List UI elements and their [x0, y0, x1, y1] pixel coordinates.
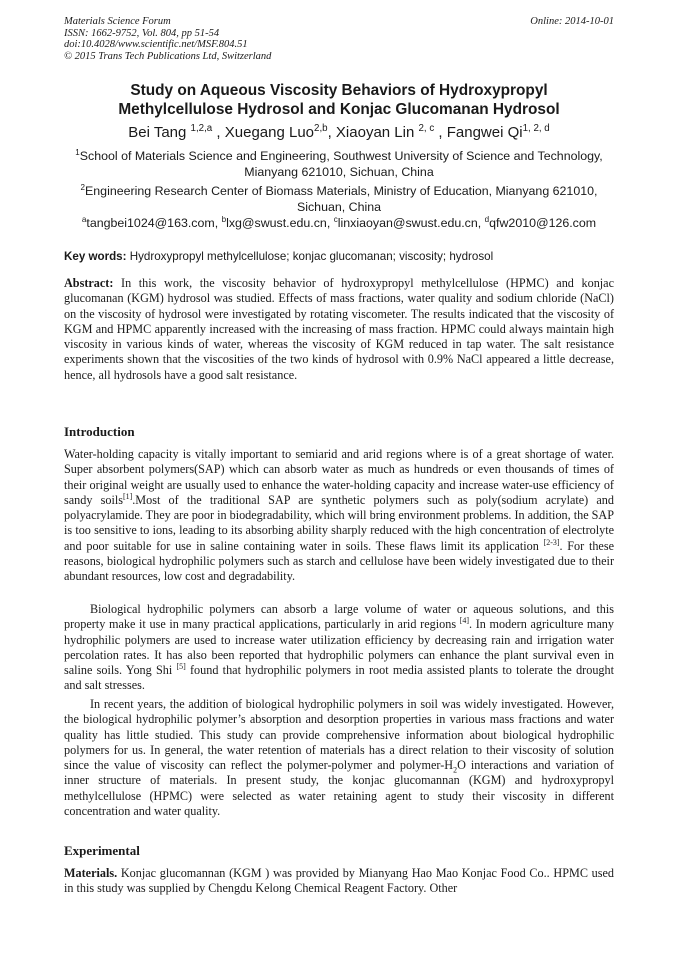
citation: [4] — [459, 616, 469, 626]
section-heading-experimental: Experimental — [64, 843, 140, 858]
subscript: 2 — [453, 765, 458, 775]
paper-title — [64, 81, 614, 119]
abstract-text: In this work, the viscosity behavior of hydroxypropyl methylcellulose (HPMC) and konjac glucomanan (KGM) hydrosol was studied. Effects of mass fractions, water quality and sodium chloride (NaCl) on the viscosity of hydrosol were investigated by rotating viscometer. The results indicated that the viscosity of KGM and HPMC apparently increased with the increasing of mass fraction. HPMC could always maintain high viscosity in various kinds of water, whereas the viscosity of KGM reduced in tap water. The salt resistance experiments shown that the viscosities of the two kinds of hydrosol with 0.9% NaCl appeared a little decrease, hence, all hydrosols have a good salt resistance. — [64, 276, 614, 382]
email-sup: b — [221, 214, 227, 224]
author-affil-sup: 2, c — [418, 123, 435, 134]
paragraph-text: Biological hydrophilic polymers can absorb a large volume of water or aqueous solutions, and this property make it use in many practical applications, particularly in arid regions — [64, 602, 614, 632]
materials-paragraph — [64, 866, 614, 897]
author-affil-sup: 1,2,a — [190, 123, 213, 134]
section-heading-introduction: Introduction — [64, 424, 135, 439]
affiliation-1 — [64, 149, 614, 180]
author-name: Fangwei Qi — [446, 124, 523, 141]
author-name: Xiaoyan Lin — [335, 124, 415, 141]
abstract-label: Abstract: — [64, 276, 114, 290]
affiliation-number: 1 — [75, 147, 80, 157]
intro-paragraph-3 — [64, 697, 614, 819]
email-separator: , — [214, 216, 222, 230]
citation: [2-3] — [543, 537, 560, 547]
affiliation-text: School of Materials Science and Engineering, Southwest University of Science and Technology, Mianyang 621010, Sichuan, China — [79, 149, 603, 179]
intro-paragraph-1 — [64, 447, 614, 585]
keywords-text: Hydroxypropyl methylcellulose; konjac glucomanan; viscosity; hydrosol — [126, 250, 494, 263]
affiliation-number: 2 — [80, 182, 86, 192]
email-address[interactable]: tangbei1024@163.com — [86, 216, 215, 230]
author-list — [64, 123, 614, 142]
affiliation-text: Engineering Research Center of Biomass Materials, Ministry of Education, Mianyang 621010, Sichuan, China — [85, 184, 598, 214]
journal-name: Materials Science Forum — [64, 16, 171, 27]
paragraph-text: . In modern agriculture many hydrophilic polymers are used to increase water utilization efficiency by decreasing rain and irrigation water percolation rates. It has also been reported that hydrophilic polymers can enhance the plant survival even in saline soils. Yong Shi — [64, 617, 614, 678]
email-list — [64, 216, 614, 232]
email-address[interactable]: lxg@swust.edu.cn — [226, 216, 327, 230]
paragraph-text: Water-holding capacity is vitally important to semiarid and arid regions where is of a great shortage of water. Super absorbent polymers(SAP) which can absorb water as much as hundreds or even thousands of times of their original weight are usually used to enhance the water-holding capacity and increase water-use efficiency of sandy soils — [64, 447, 614, 507]
abstract — [64, 276, 614, 383]
email-sup: c — [333, 214, 338, 224]
intro-paragraph-2 — [64, 602, 614, 694]
paragraph-text: .Most of the traditional SAP are synthetic polymers such as poly(sodium acrylate) and polyacrylamide. They are poor in biodegradability, which will bring environment problems. In addition, the SAP is too sensitive to ions, leading to its absorbing ability sharply reduced with the high concentration of electrolyte and poor suitable for use in saline containing water in soils. These flaws limit its application — [64, 492, 615, 553]
paragraph-text: . For these reasons, biological hydrophilic polymers such as starch and cellulose have been widely investigated due to their abundant resources, low cost and degradability. — [64, 538, 614, 584]
author-separator: , — [434, 124, 447, 141]
keywords-label: Key words: — [64, 250, 127, 263]
affiliation-2 — [64, 184, 614, 215]
journal-header — [64, 16, 394, 62]
paragraph-text: O interactions and variation of inner structure of materials. In present study, the konjac glucomannan (KGM) and hydroxypropyl methylcellulose (HPMC) were selected as water retaining agent to study their viscosity in different concentration and water quality. — [64, 758, 614, 819]
title-line-1: Study on Aqueous Viscosity Behaviors of Hydroxypropyl — [130, 82, 548, 99]
doi-line: doi:10.4028/www.scientific.net/MSF.804.51 — [64, 39, 248, 50]
citation: [1] — [122, 491, 133, 501]
citation: [5] — [176, 662, 186, 672]
email-address[interactable]: qfw2010@126.com — [489, 216, 597, 230]
issn-line: ISSN: 1662-9752, Vol. 804, pp 51-54 — [64, 27, 220, 39]
email-separator: , — [326, 216, 334, 230]
author-affil-sup: 2,b — [314, 123, 328, 134]
paragraph-text: found that hydrophilic polymers in root media assisted plants to tolerate the drought and salt stresses. — [64, 663, 614, 693]
copyright-line: © 2015 Trans Tech Publications Ltd, Switzerland — [64, 50, 272, 62]
materials-label: Materials. — [64, 866, 118, 880]
author-name: Bei Tang — [128, 124, 187, 141]
author-separator: , — [327, 124, 336, 141]
author-separator: , — [212, 124, 225, 141]
email-separator: , — [477, 216, 485, 230]
title-line-2: Methylcellulose Hydrosol and Konjac Glucomanan Hydrosol — [118, 101, 560, 118]
author-name: Xuegang Luo — [224, 124, 315, 141]
paragraph-text: In recent years, the addition of biological hydrophilic polymers in soil was widely investigated. However, the biological hydrophilic polymer’s absorption and desorption properties in various mass fractions and water quality has little studied. This study can provide comprehensive information about biological hydrophilic polymers for us. In general, the water retention of materials has a direct relation to their viscosity of solution since the value of viscosity can reflect the polymer-polymer and polymer-H — [64, 697, 614, 773]
email-sup: a — [81, 214, 87, 224]
online-date: Online: 2014-10-01 — [530, 16, 614, 27]
email-sup: d — [484, 214, 490, 224]
email-address[interactable]: linxiaoyan@swust.edu.cn — [337, 216, 478, 230]
author-affil-sup: 1, 2, d — [522, 123, 550, 134]
keywords — [64, 249, 614, 264]
paragraph-text: Konjac glucomannan (KGM ) was provided by Mianyang Hao Mao Konjac Food Co.. HPMC used in this study was supplied by Chengdu Kelong Chemical Reagent Factory. Other — [64, 866, 614, 896]
